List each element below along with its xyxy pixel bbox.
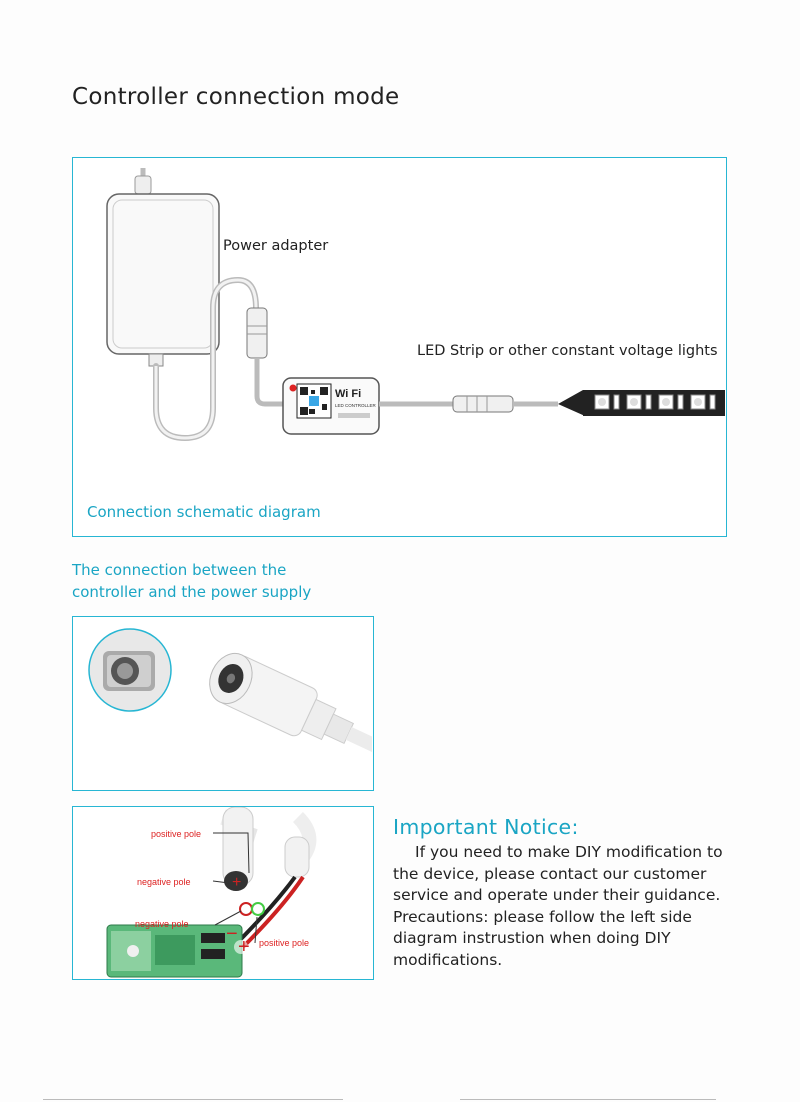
modification-photo-panel bbox=[72, 806, 374, 980]
svg-text:+: + bbox=[232, 874, 242, 891]
connection-heading-line1: The connection between the bbox=[72, 561, 287, 579]
controller-brand: Wi Fi bbox=[335, 388, 362, 400]
controller-pcb bbox=[107, 925, 242, 977]
controller-subtext: LED CONTROLLER bbox=[335, 403, 376, 408]
connection-heading-line2: controller and the power supply bbox=[72, 583, 312, 601]
output-connector bbox=[453, 396, 513, 412]
led-strip-end-cap bbox=[558, 390, 585, 416]
connector-photo bbox=[73, 617, 372, 789]
dc-barrel-connector bbox=[247, 308, 267, 358]
notice-body bbox=[393, 842, 733, 972]
power-adapter-label: Power adapter bbox=[223, 238, 329, 254]
male-connector bbox=[285, 837, 309, 877]
notice-paragraph-precautions: Precautions: please follow the left side diagram instrustion when doing DIY modifications. bbox=[393, 907, 692, 969]
led-strip-label: LED Strip or other constant voltage lights bbox=[417, 343, 718, 359]
page-title: Controller connection mode bbox=[72, 84, 400, 110]
bottom-divider-right bbox=[460, 1099, 716, 1100]
positive-pole-label-top: positive pole bbox=[151, 829, 202, 839]
adapter-plug-top bbox=[135, 176, 151, 194]
controller-led bbox=[290, 385, 297, 392]
svg-text:+: + bbox=[238, 936, 250, 958]
notice-paragraph-guidance: If you need to make DIY modification to the device, please contact our customer service and operate under their guidance. bbox=[393, 843, 723, 905]
power-adapter-body bbox=[107, 194, 219, 354]
female-dc-connector bbox=[202, 646, 372, 773]
schematic-diagram-panel bbox=[72, 157, 727, 537]
bottom-divider-left bbox=[43, 1099, 343, 1100]
schematic-caption: Connection schematic diagram bbox=[87, 503, 321, 521]
negative-pole-label-bottom: negative pole bbox=[135, 919, 189, 929]
modification-photo bbox=[73, 807, 372, 978]
connector-photo-panel bbox=[72, 616, 374, 791]
negative-pole-label-top: negative pole bbox=[137, 877, 191, 887]
connection-heading bbox=[72, 559, 311, 603]
svg-text:−: − bbox=[226, 923, 238, 945]
positive-pole-label-bottom: positive pole bbox=[259, 938, 310, 948]
positive-marker bbox=[252, 903, 264, 915]
negative-marker bbox=[240, 903, 252, 915]
notice-heading: Important Notice: bbox=[393, 815, 579, 839]
